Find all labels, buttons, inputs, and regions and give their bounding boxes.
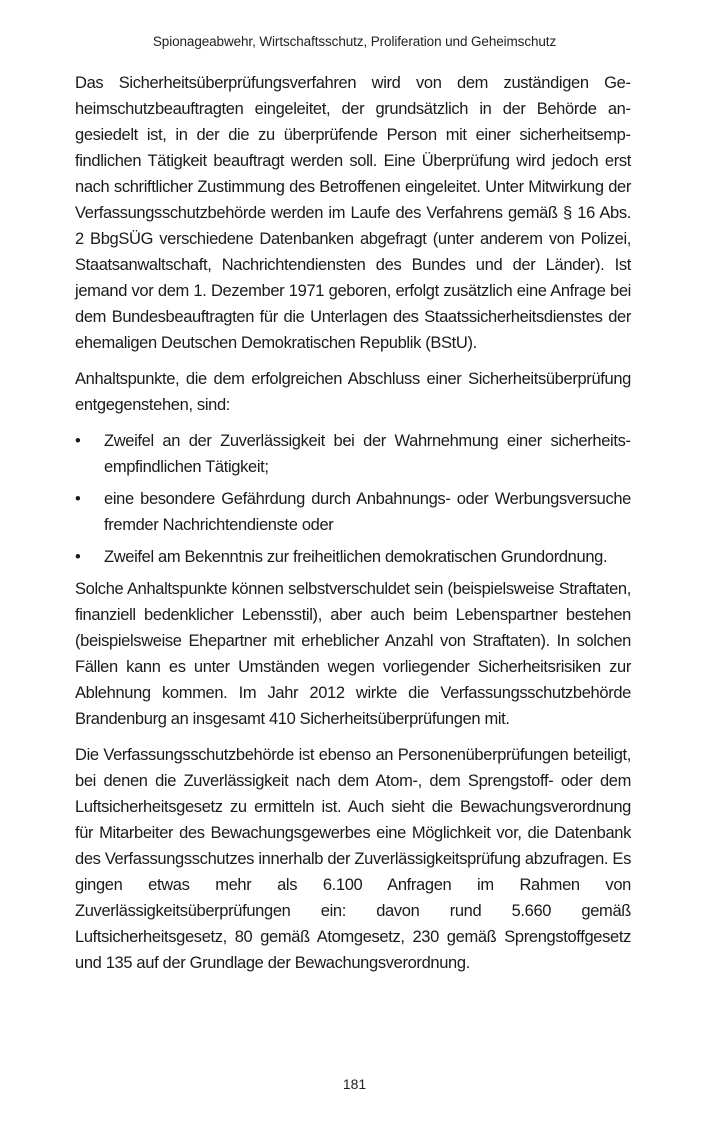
paragraph-self-inflicted: Solche Anhaltspunkte können selbstverschuldet sein (beispielsweise Straftaten, finanziell bedenklicher Lebensstil), aber auch beim Lebenspartner bestehen (beispielsweise Ehepartner mit erheblicher Anzahl von Straftaten). In solchen Fällen kann es unter Umständen wegen vorliegender Sicherheitsrisiken zur Ablehnung kommen. Im Jahr 2012 wirkte die Verfassungsschutzbehörde Brandenburg an insgesamt 410 Sicherheitsüberprüfungen mit. [75,580,631,728]
paragraph-procedure: Das Sicherheitsüberprüfungsverfahren wird von dem zuständigen Geheimschutzbeauftragten eingeleitet, der grundsätzlich in der Behörde angesiedelt ist, in der die zu überprüfende Person mit einer sicherheitsempfindlichen Tätigkeit beauftragt werden soll. Eine Überprüfung wird jedoch erst nach schriftlicher Zustimmung des Betroffenen eingeleitet. Unter Mitwirkung der Verfassungsschutzbehörde werden im Laufe des Verfahrens gemäß § 16 Abs. 2 BbgSÜG verschiedene Datenbanken abgefragt (unter anderem von Polizei, Staatsanwaltschaft, Nachrichtendiensten des Bundes und der Länder). Ist jemand vor dem 1. Dezember 1971 geboren, erfolgt zusätzlich eine Anfrage bei dem Bundesbeauftragten für die Unterlagen des Staatssicherheitsdienstes der ehemaligen Deutschen Demokratischen Republik (BStU). [75,74,631,352]
list-item [75,486,631,538]
paragraph-reliability-checks: Die Verfassungsschutzbehörde ist ebenso an Personenüberprüfungen beteiligt, bei denen die Zuverlässigkeit nach dem Atom-, dem Sprengstoff- oder dem Luftsicherheitsgesetz zu ermitteln ist. Auch sieht die Bewachungsverordnung für Mitarbeiter des Bewachungsgewerbes eine Möglichkeit vor, die Datenbank des Verfassungsschutzes innerhalb der Zuverlässigkeitsprüfung abzufragen. Es gingen etwas mehr als 6.100 Anfragen im Rahmen von Zuverlässigkeitsüberprüfungen ein: davon rund 5.660 gemäß Luftsicherheitsgesetz, 80 gemäß Atomgesetz, 230 gemäß Sprengstoffgesetz und 135 auf der Grundlage der Bewachungsverordnung. [75,746,631,972]
list-item-text: Zweifel am Bekenntnis zur freiheitlichen demokratischen Grundordnung. [104,548,608,566]
paragraph-indicators-intro: Anhaltspunkte, die dem erfolgreichen Abschluss einer Sicherheitsüberprüfung entgegenstehen, sind: [75,370,631,414]
bullet-icon: • [75,432,81,450]
list-item-text: Zweifel an der Zuverlässigkeit bei der Wahrnehmung einer sicherheitsempfindlichen Tätigkeit; [104,432,631,476]
indicators-list [75,428,631,570]
list-item-text: eine besondere Gefährdung durch Anbahnungs- oder Werbungsversuche fremder Nachrichtendienste oder [104,490,631,534]
list-item [75,544,631,570]
body-text [75,70,631,986]
bullet-icon: • [75,490,81,508]
page-number: 181 [342,1076,367,1092]
list-item [75,428,631,480]
bullet-icon: • [75,548,81,566]
running-header: Spionageabwehr, Wirtschaftsschutz, Proliferation und Geheimschutz [152,34,557,49]
